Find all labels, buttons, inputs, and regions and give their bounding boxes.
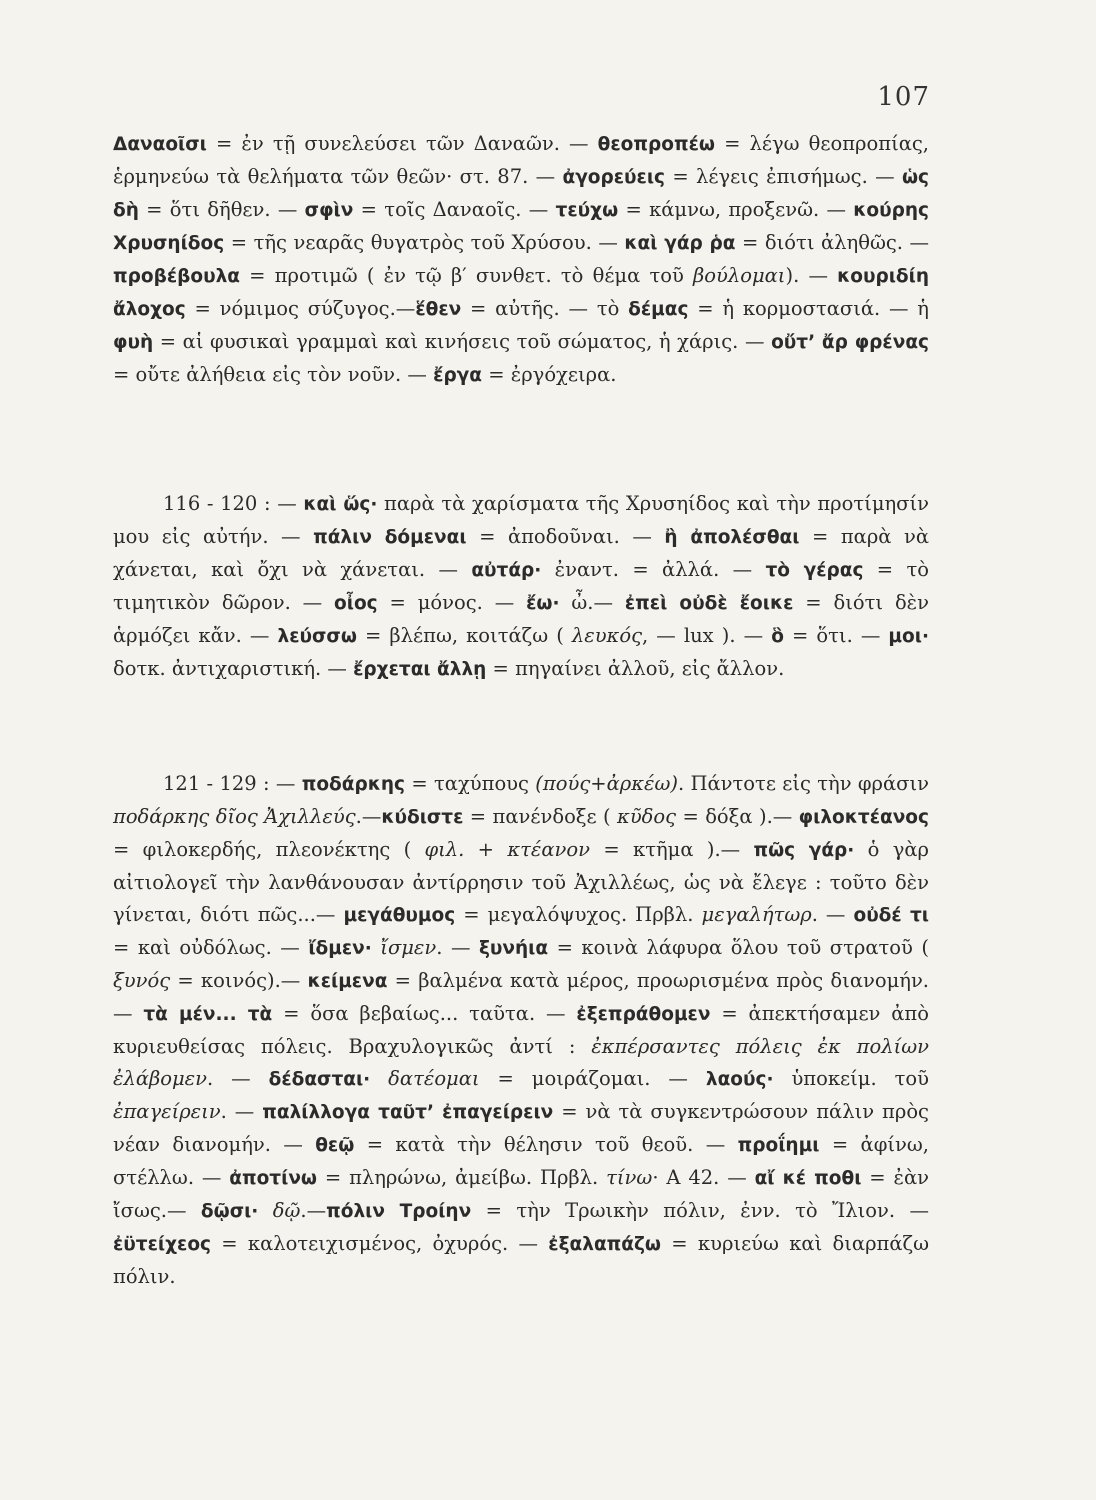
- headword: προΐημι: [737, 1135, 820, 1156]
- headword: ὃ: [771, 626, 784, 647]
- gloss-text: = φιλοκερδής, πλεονέκτης (: [113, 838, 425, 861]
- gloss-text: = ἐὰν ἴσως.—: [113, 1166, 929, 1222]
- gloss-text: = ὅσα βεβαίως... ταῦτα. —: [272, 1002, 577, 1025]
- paragraph-text: [113, 488, 929, 686]
- gloss-text: παρὰ τὰ χαρίσματα τῆς Χρυσηίδος καὶ τὴν προτίμησίν μου εἰς αὐτήν. —: [113, 492, 929, 548]
- gloss-text: = ἀποδοῦναι. —: [466, 525, 665, 548]
- gloss-text: = παρὰ νὰ χάνεται, καὶ ὄχι νὰ χάνεται. —: [113, 525, 929, 581]
- gloss-text: = νόμιμος σύζυγος.—: [185, 297, 416, 320]
- gloss-text: = διότι ἀληθῶς. —: [735, 231, 930, 254]
- headword: καὶ ὥς·: [303, 494, 378, 515]
- headword: πῶς γάρ·: [753, 840, 855, 861]
- gloss-text: = μόνος. —: [377, 591, 527, 614]
- gloss-text: = προτιμῶ ( ἐν τῷ β′ συνθετ. τὸ θέμα τοῦ: [240, 264, 693, 287]
- gloss-text: = τὸ τιμητικὸν δῶρον. —: [113, 558, 929, 614]
- gloss-text: = τῆς νεαρᾶς θυγατρὸς τοῦ Χρύσου. —: [224, 231, 625, 254]
- gloss-text: .—: [355, 805, 382, 828]
- headword: ἀγορεύεις: [562, 167, 666, 188]
- gloss-text: = κτῆμα ).—: [590, 838, 754, 861]
- headword: ἴδμεν·: [308, 938, 372, 959]
- gloss-text: = καλοτειχισμένος, ὀχυρός. —: [211, 1232, 549, 1255]
- headword: οὔτ’ ἄρ φρένας: [771, 332, 929, 353]
- headword: ἔργα: [433, 365, 482, 386]
- gloss-text: = νὰ τὰ συγκεντρώσουν πάλιν πρὸς νέαν διανομήν. —: [113, 1100, 929, 1156]
- gloss-text: . —: [811, 903, 854, 926]
- italic-term: φιλ. + κτέανον: [424, 838, 591, 861]
- gloss-text: = κάμνω, προξενῶ. —: [618, 198, 854, 221]
- gloss-text: = βλέπω, κοιτάζω (: [356, 624, 572, 647]
- headword: τὸ γέρας: [765, 560, 864, 581]
- gloss-text: . —: [436, 936, 479, 959]
- headword: μοι·: [888, 626, 929, 647]
- gloss-text: = μεγαλόψυχος. Πρβλ.: [455, 903, 702, 926]
- gloss-text: = κυριεύω καὶ διαρπάζω πόλιν.: [113, 1232, 929, 1288]
- headword: ἕθεν: [415, 299, 462, 320]
- headword: ἀποτίνω: [229, 1168, 317, 1189]
- gloss-text: · Α 42. —: [652, 1166, 755, 1189]
- gloss-text: = μοιράζομαι. —: [479, 1067, 706, 1090]
- italic-term: βούλομαι: [693, 264, 786, 287]
- gloss-text: = αὐτῆς. — τὸ: [461, 297, 629, 320]
- headword: δῷσι·: [200, 1201, 259, 1222]
- headword: τὰ μέν... τὰ: [143, 1004, 273, 1025]
- italic-term: ἐπαγείρειν: [113, 1100, 221, 1123]
- headword: φυὴ: [113, 332, 154, 353]
- gloss-text: = ἀπεκτήσαμεν ἀπὸ κυριευθείσας πόλεις. Βραχυλογικῶς ἀντί :: [113, 1002, 929, 1058]
- headword: τεύχω: [555, 200, 619, 221]
- paragraph-2: [113, 488, 929, 686]
- gloss-text: = λέγεις ἐπισήμως. —: [665, 165, 902, 188]
- headword: παλίλλογα ταῦτ’ ἐπαγείρειν: [262, 1102, 554, 1123]
- paragraph-3: [113, 768, 929, 1293]
- gloss-text: [258, 1199, 272, 1222]
- gloss-text: = ὅτι. —: [783, 624, 889, 647]
- gloss-text: = πληρώνω, ἀμείβω. Πρβλ.: [317, 1166, 607, 1189]
- headword: θεῷ: [315, 1135, 355, 1156]
- headword: ἔω·: [526, 593, 560, 614]
- gloss-text: 121 - 129 : —: [163, 772, 302, 795]
- gloss-text: = ἀφίνω, στέλλω. —: [113, 1133, 929, 1189]
- gloss-text: . —: [220, 1100, 263, 1123]
- headword: ἐξαλαπάζω: [548, 1234, 662, 1255]
- gloss-text: = ἐν τῇ συνελεύσει τῶν Δαναῶν. —: [206, 132, 598, 155]
- gloss-text: = βαλμένα κατὰ μέρος, προωρισμένα πρὸς διανομήν. —: [113, 969, 929, 1025]
- italic-term: ἴσμεν: [380, 936, 437, 959]
- italic-term: ξυνός: [113, 969, 171, 992]
- headword: ἐξεπράθομεν: [576, 1004, 711, 1025]
- headword: ἐπεὶ οὐδὲ ἔοικε: [624, 593, 794, 614]
- headword: σφὶν: [304, 200, 354, 221]
- paragraph-text: [113, 128, 929, 392]
- gloss-text: = οὔτε ἀλήθεια εἰς τὸν νοῦν. —: [113, 363, 434, 386]
- gloss-text: = διότι δὲν ἁρμόζει κἄν. —: [113, 591, 930, 647]
- gloss-text: = ὅτι δῆθεν. —: [138, 198, 305, 221]
- headword: λαούς·: [705, 1069, 774, 1090]
- headword: δέδασται·: [268, 1069, 371, 1090]
- headword: καὶ γάρ ῥα: [624, 233, 736, 254]
- headword: αἴ κέ ποθι: [754, 1168, 862, 1189]
- gloss-text: = ταχύπους: [405, 772, 536, 795]
- gloss-text: = ἐργόχειρα.: [482, 363, 617, 386]
- headword: οὐδέ τι: [853, 905, 929, 926]
- headword: ἐϋτείχεος: [113, 1234, 212, 1255]
- italic-term: μεγαλήτωρ: [701, 903, 812, 926]
- paragraph-1: [113, 128, 929, 392]
- italic-term: τίνω: [606, 1166, 653, 1189]
- gloss-text: = ἡ κορμοστασιά. — ἡ: [688, 297, 929, 320]
- headword: κύδιστε: [381, 807, 464, 828]
- gloss-text: [370, 1067, 388, 1090]
- gloss-text: ὦ.—: [559, 591, 625, 614]
- italic-term: δῷ: [272, 1199, 301, 1222]
- gloss-text: . —: [207, 1067, 269, 1090]
- italic-term: ποδάρκης δῖος Ἀχιλλεύς: [113, 805, 356, 828]
- paragraph-text: [113, 768, 929, 1293]
- headword: ὡς δὴ: [113, 167, 929, 221]
- headword: αὐτάρ·: [471, 560, 542, 581]
- headword: κείμενα: [307, 971, 388, 992]
- italic-term: ἐκπέρσαντες πόλεις ἐκ πολίων ἐλάβομεν: [113, 1035, 929, 1090]
- gloss-text: ὁ γὰρ αἰτιολογεῖ τὴν λανθάνουσαν ἀντίρρησιν τοῦ Ἀχιλλέως, ὡς νὰ ἔλεγε : τοῦτο δὲν γίνεται, διότι πῶς...—: [113, 838, 929, 926]
- page-number: 107: [877, 82, 930, 112]
- gloss-text: .—: [300, 1199, 327, 1222]
- headword: κουριδίη ἄλοχος: [113, 266, 930, 320]
- gloss-text: ). —: [785, 264, 838, 287]
- headword: Δαναοῖσι: [113, 134, 207, 155]
- italic-term: δατέομαι: [388, 1067, 480, 1090]
- gloss-text: = κατὰ τὴν θέλησιν τοῦ θεοῦ. —: [354, 1133, 738, 1156]
- gloss-text: . Πάντοτε εἰς τὴν φράσιν: [677, 772, 929, 795]
- gloss-text: = καὶ οὐδόλως. —: [113, 936, 309, 959]
- headword: ποδάρκης: [301, 774, 406, 795]
- gloss-text: , — lux ). —: [642, 624, 772, 647]
- gloss-text: 116 - 120 : —: [163, 492, 304, 515]
- gloss-text: ἐναντ. = ἀλλά. —: [541, 558, 766, 581]
- gloss-text: = λέγω θεοπροπίας, ἑρμηνεύω τὰ θελήματα τῶν θεῶν· στ. 87. —: [113, 132, 929, 188]
- headword: φιλοκτέανος: [798, 807, 929, 828]
- gloss-text: = κοινός).—: [170, 969, 308, 992]
- headword: ἔρχεται ἄλλῃ: [353, 659, 487, 680]
- italic-term: κῦδος: [617, 805, 677, 828]
- gloss-text: = δόξα ).—: [676, 805, 799, 828]
- headword: πάλιν δόμεναι: [313, 527, 467, 548]
- gloss-text: = τοῖς Δαναοῖς. —: [353, 198, 556, 221]
- gloss-text: = κοινὰ λάφυρα ὅλου τοῦ στρατοῦ (: [548, 936, 929, 959]
- headword: οἶος: [334, 593, 378, 614]
- headword: ξυνήια: [478, 938, 549, 959]
- headword: πόλιν Τροίην: [326, 1201, 472, 1222]
- gloss-text: δοτκ. ἀντιχαριστική. —: [113, 657, 354, 680]
- headword: λεύσσω: [277, 626, 357, 647]
- gloss-text: = πηγαίνει ἀλλοῦ, εἰς ἄλλον.: [486, 657, 785, 680]
- headword: μεγάθυμος: [343, 905, 456, 926]
- gloss-text: = αἱ φυσικαὶ γραμμαὶ καὶ κινήσεις τοῦ σώματος, ἡ χάρις. —: [153, 330, 772, 353]
- gloss-text: = τὴν Τρωικὴν πόλιν, ἐνν. τὸ Ἴλιον. —: [471, 1199, 929, 1222]
- headword: ἢ ἀπολέσθαι: [664, 527, 800, 548]
- gloss-text: = πανένδοξε (: [463, 805, 618, 828]
- headword: θεοπροπέω: [597, 134, 715, 155]
- italic-term: λευκός: [571, 624, 643, 647]
- headword: προβέβουλα: [113, 266, 240, 287]
- headword: δέμας: [628, 299, 689, 320]
- italic-term: (πούς+ἀρκέω): [535, 772, 678, 795]
- headword: κούρης Χρυσηίδος: [113, 200, 929, 254]
- gloss-text: ὑποκείμ. τοῦ: [773, 1067, 929, 1090]
